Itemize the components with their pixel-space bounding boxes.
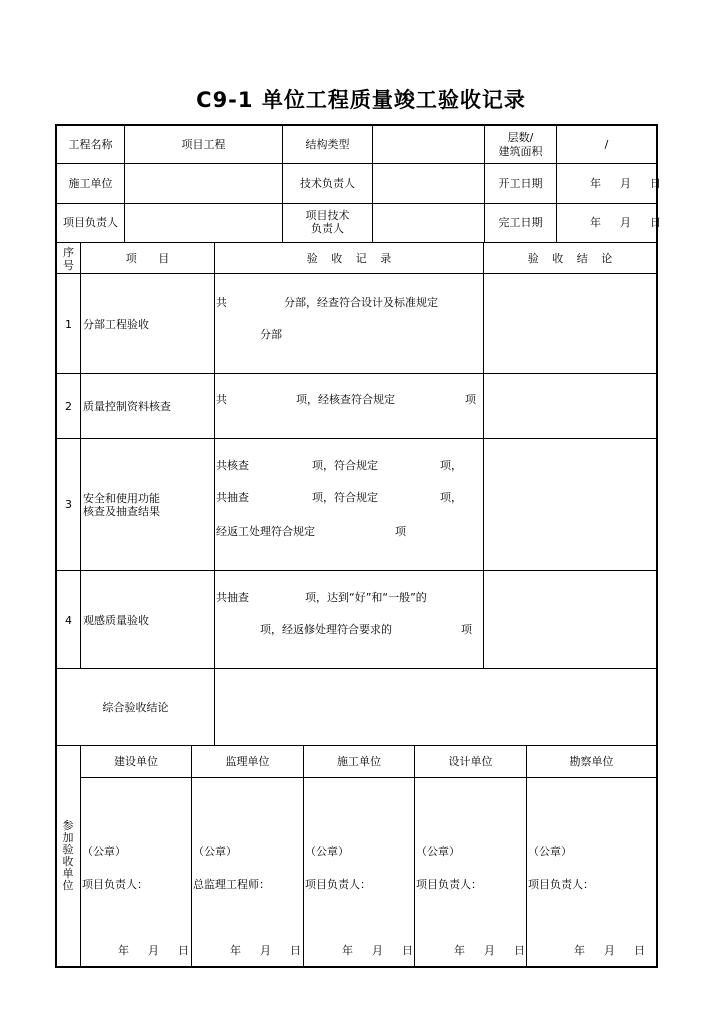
record-text: 项，达到“好”和“一般”的 bbox=[305, 591, 427, 604]
project-name-value: 项目工程 bbox=[181, 138, 226, 151]
conclusion-header: 验 收 结 论 bbox=[527, 252, 613, 265]
page-title: C9-1 单位工程质量竣工验收记录 bbox=[196, 88, 526, 112]
record-header: 验 收 记 录 bbox=[306, 252, 392, 265]
seal-text: （公章） bbox=[82, 845, 126, 858]
person-label: 项目负责人： bbox=[305, 878, 371, 891]
seq-header-1: 序 bbox=[63, 246, 74, 259]
date-text: 年 月 日 bbox=[574, 944, 645, 957]
record-text: 共抽查 bbox=[216, 491, 249, 504]
participants-side-label bbox=[61, 820, 75, 892]
record-text: 项 bbox=[461, 623, 472, 636]
record-text: 项 bbox=[395, 525, 406, 538]
record-text: 项，经核查符合规定 bbox=[296, 393, 395, 406]
project-name-label: 工程名称 bbox=[68, 138, 113, 151]
row-number: 1 bbox=[65, 318, 72, 331]
person-label: 项目负责人： bbox=[416, 878, 482, 891]
overall-conclusion-label: 综合验收结论 bbox=[102, 701, 169, 714]
person-label: 项目负责人： bbox=[82, 878, 148, 891]
record-text: 项，经返修处理符合要求的 bbox=[260, 623, 392, 636]
seal-text: （公章） bbox=[193, 845, 237, 858]
record-text: 共 bbox=[216, 296, 227, 309]
row-number: 2 bbox=[65, 400, 72, 413]
record-text: 共抽查 bbox=[216, 591, 249, 604]
record-text: 共核查 bbox=[216, 459, 249, 472]
floors-label: 层数/ bbox=[507, 131, 534, 144]
unit-name: 施工单位 bbox=[337, 755, 381, 768]
side-char: 加 bbox=[62, 831, 74, 844]
finish-date-label: 完工日期 bbox=[498, 216, 543, 229]
record-text: 项，符合规定 bbox=[312, 491, 378, 504]
side-char: 参 bbox=[62, 819, 74, 832]
side-char: 验 bbox=[62, 843, 74, 856]
seal-text: （公章） bbox=[305, 845, 349, 858]
construction-unit-label: 施工单位 bbox=[68, 177, 113, 190]
record-text: 分部，经查符合设计及标准规定 bbox=[284, 296, 438, 309]
row-number: 3 bbox=[65, 498, 72, 511]
seal-text: （公章） bbox=[528, 845, 572, 858]
building-area-label: 建筑面积 bbox=[498, 145, 543, 158]
record-text: 项，符合规定 bbox=[312, 459, 378, 472]
start-date-label: 开工日期 bbox=[498, 177, 543, 190]
date-text: 年 月 日 bbox=[342, 944, 413, 957]
unit-name: 监理单位 bbox=[225, 755, 270, 768]
project-tech-lead-label-1: 项目技术 bbox=[305, 209, 350, 222]
seal-text: （公章） bbox=[416, 845, 460, 858]
project-tech-lead-label-2: 负责人 bbox=[311, 222, 344, 235]
unit-name: 建设单位 bbox=[114, 755, 158, 768]
floors-area-value: / bbox=[604, 138, 609, 151]
person-label: 项目负责人： bbox=[528, 878, 594, 891]
row-item-line-2: 核查及抽查结果 bbox=[83, 505, 160, 518]
item-header: 项 目 bbox=[125, 252, 170, 265]
record-text: 分部 bbox=[260, 328, 282, 341]
date-text: 年 月 日 bbox=[454, 944, 525, 957]
record-text: 项， bbox=[440, 459, 462, 472]
structure-type-label: 结构类型 bbox=[305, 138, 350, 151]
tech-lead-label: 技术负责人 bbox=[300, 177, 355, 190]
record-text: 经返工处理符合规定 bbox=[216, 525, 315, 538]
project-lead-label: 项目负责人 bbox=[63, 216, 118, 229]
seq-header-2: 号 bbox=[63, 259, 74, 272]
date-text: 年 月 日 bbox=[230, 944, 301, 957]
row-number: 4 bbox=[65, 614, 72, 627]
record-text: 项 bbox=[465, 393, 476, 406]
date-text: 年 月 日 bbox=[118, 944, 189, 957]
unit-name: 设计单位 bbox=[448, 755, 493, 768]
row-item: 观感质量验收 bbox=[83, 614, 149, 627]
row-item: 分部工程验收 bbox=[83, 318, 149, 331]
start-date-value: 年 月 日 bbox=[590, 177, 661, 190]
record-text: 共 bbox=[216, 393, 227, 406]
side-char: 位 bbox=[62, 879, 74, 892]
person-label: 总监理工程师： bbox=[193, 878, 270, 891]
unit-name: 勘察单位 bbox=[569, 755, 614, 768]
side-char: 收 bbox=[62, 855, 74, 868]
finish-date-value: 年 月 日 bbox=[590, 216, 661, 229]
record-text: 项， bbox=[440, 491, 462, 504]
side-char: 单 bbox=[62, 867, 74, 880]
row-item: 质量控制资料核查 bbox=[83, 400, 171, 413]
row-item-line-1: 安全和使用功能 bbox=[83, 492, 160, 505]
